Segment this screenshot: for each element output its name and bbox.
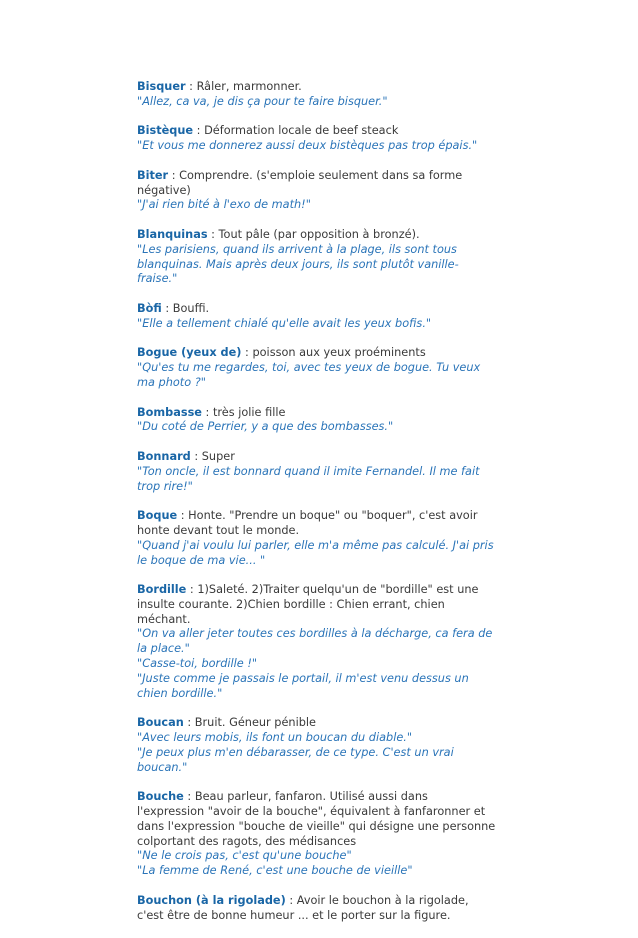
entry-example: "Allez, ca va, je dis ça pour te faire bisquer." [137, 94, 388, 108]
entry-term: Bordille [137, 583, 187, 597]
glossary-page [137, 80, 497, 938]
entry-definition: Comprendre. (s'emploie seulement dans sa forme négative) [137, 168, 463, 197]
glossary-entry [137, 228, 497, 287]
glossary-entry [137, 169, 497, 213]
entry-example: "Ton oncle, il est bonnard quand il imite Fernandel. Il me fait trop rire!" [137, 464, 480, 493]
glossary-entry [137, 509, 497, 568]
entry-term: Boque [137, 509, 178, 523]
entry-term: Boucan [137, 716, 184, 730]
entry-definition: Déformation locale de beef steack [204, 124, 399, 138]
glossary-entry [137, 790, 497, 879]
term-separator: : [168, 168, 180, 182]
glossary-entry [137, 346, 497, 390]
entry-definition: Bouffi. [172, 301, 210, 315]
term-separator: : [207, 227, 219, 241]
glossary-entry [137, 583, 497, 701]
entry-term: Blanquinas [137, 227, 208, 241]
entry-example: "Quand j'ai voulu lui parler, elle m'a même pas calculé. J'ai pris le boque de ma vie... " [137, 538, 494, 567]
term-separator: : [201, 405, 213, 419]
entry-term: Bòfi [137, 301, 162, 315]
entry-example: "On va aller jeter toutes ces bordilles à la décharge, ca fera de la place." [137, 627, 493, 656]
term-separator: : [285, 893, 297, 907]
term-separator: : [177, 509, 189, 523]
entry-definition: Bruit. Géneur pénible [194, 716, 316, 730]
entry-example: "Et vous me donnerez aussi deux bistèques pas trop épais." [137, 139, 478, 153]
term-separator: : [183, 716, 195, 730]
glossary-entry [137, 302, 497, 332]
glossary-entry [137, 124, 497, 154]
entry-definition: poisson aux yeux proéminents [252, 346, 426, 360]
glossary-entry [137, 406, 497, 436]
glossary-entry [137, 80, 497, 110]
entry-term: Biter [137, 168, 169, 182]
entry-example: "Elle a tellement chialé qu'elle avait les yeux bofis." [137, 316, 432, 330]
term-separator: : [193, 124, 205, 138]
entry-definition: très jolie fille [212, 405, 286, 419]
entry-example: "Avec leurs mobis, ils font un boucan du diable." [137, 731, 413, 745]
entry-term: Bombasse [137, 405, 202, 419]
term-separator: : [186, 583, 198, 597]
term-separator: : [185, 80, 197, 93]
entry-definition: Râler, marmonner. [196, 80, 302, 93]
entry-example: "Juste comme je passais le portail, il m'est venu dessus un chien bordille." [137, 671, 469, 700]
entry-term: Bouche [137, 790, 184, 804]
glossary-entry [137, 716, 497, 775]
entry-example: "Du coté de Perrier, y a que des bombasses." [137, 420, 394, 434]
term-separator: : [183, 790, 195, 804]
entry-example: "La femme de René, c'est une bouche de vieille" [137, 864, 413, 878]
entry-example: "J'ai rien bité à l'exo de math!" [137, 198, 311, 212]
entry-definition: Honte. "Prendre un boque" ou "boquer", c'est avoir honte devant tout le monde. [137, 509, 478, 537]
entry-term: Bistèque [137, 124, 194, 138]
entry-definition: Avoir le bouchon à la rigolade, c'est être de bonne humeur ... et le porter sur la figure. [137, 893, 469, 922]
term-separator: : [241, 346, 253, 360]
entry-term: Bogue (yeux de) [137, 346, 242, 360]
entry-definition: Tout pâle (par opposition à bronzé). [218, 227, 420, 241]
entry-term: Bonnard [137, 449, 191, 463]
entry-definition: Beau parleur, fanfaron. Utilisé aussi dans l'expression "avoir de la bouche", équivalent à fanfaronner et dans l'expression "bouche de vieille" qui désigne une personne colportant des ragots, des médisances [137, 790, 496, 848]
entry-term: Bisquer [137, 80, 186, 93]
entry-example: "Qu'es tu me regardes, toi, avec tes yeux de bogue. Tu veux ma photo ?" [137, 361, 481, 389]
entry-term: Bouchon (à la rigolade) [137, 893, 286, 907]
term-separator: : [190, 449, 202, 463]
entry-definition: 1)Saleté. 2)Traiter quelqu'un de "bordille" est une insulte courante. 2)Chien bordille : Chien errant, chien méchant. [137, 583, 479, 626]
entry-example: "Les parisiens, quand ils arrivent à la plage, ils sont tous blanquinas. Mais après deux jours, ils sont plutôt vanille-fraise." [137, 242, 459, 286]
term-separator: : [161, 301, 173, 315]
entry-example: "Je peux plus m'en débarasser, de ce type. C'est un vrai boucan." [137, 745, 454, 774]
entry-definition: Super [201, 449, 235, 463]
entry-example: "Casse-toi, bordille !" [137, 657, 258, 671]
glossary-entry [137, 894, 497, 924]
glossary-entry [137, 450, 497, 494]
entry-example: "Ne le crois pas, c'est qu'une bouche" [137, 849, 352, 863]
